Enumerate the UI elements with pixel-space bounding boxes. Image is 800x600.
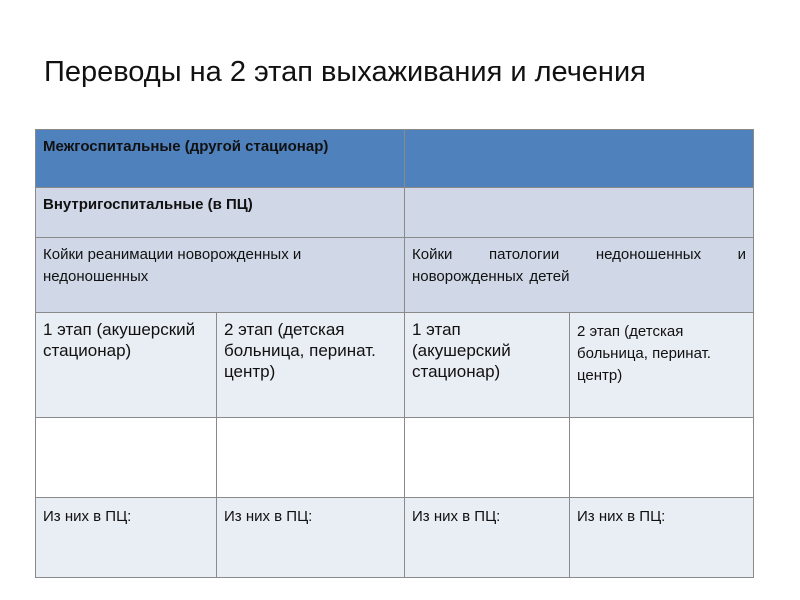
slide-title: Переводы на 2 этап выхаживания и лечения: [44, 56, 646, 88]
label-nicu-beds: Койки реанимации новорожденных и недоношенных: [43, 246, 302, 285]
from-pc-cell: [36, 498, 217, 578]
from-pc-cell: [217, 498, 405, 578]
from-pc-label: Из них в ПЦ:: [224, 508, 313, 525]
transfers-table: [35, 129, 754, 578]
cell-nicu-beds: [36, 238, 405, 313]
stage-label: 2 этап (детская больница, перинат. центр): [577, 323, 711, 384]
label-pathology-beds: Койки патологии недоношенных и новорожденных детей: [412, 246, 746, 285]
cell-pathology-beds: [405, 238, 754, 313]
from-pc-label: Из них в ПЦ:: [577, 508, 666, 525]
header-label-interhospital: Межгоспитальные (другой стационар): [43, 138, 329, 155]
from-pc-label: Из них в ПЦ:: [412, 508, 501, 525]
from-pc-label: Из них в ПЦ:: [43, 508, 132, 525]
value-cell: [36, 418, 217, 498]
stage-cell: [405, 313, 570, 418]
header-cell-interhospital: [36, 130, 405, 188]
value-cell: [570, 418, 754, 498]
value-cell: [217, 418, 405, 498]
value-cell: [405, 418, 570, 498]
stage-cell: [570, 313, 754, 418]
stage-label: 2 этап (детская больница, перинат. центр): [224, 320, 376, 381]
from-pc-cell: [405, 498, 570, 578]
stage-cell: [36, 313, 217, 418]
header-cell-empty: [405, 130, 754, 188]
cell-intrahospital: [36, 188, 405, 238]
stage-cell: [217, 313, 405, 418]
stage-label: 1 этап (акушерский стационар): [412, 320, 511, 381]
cell-intrahospital-empty: [405, 188, 754, 238]
from-pc-cell: [570, 498, 754, 578]
stage-label: 1 этап (акушерский стационар): [43, 320, 196, 360]
label-intrahospital: Внутригоспитальные (в ПЦ): [43, 196, 253, 213]
